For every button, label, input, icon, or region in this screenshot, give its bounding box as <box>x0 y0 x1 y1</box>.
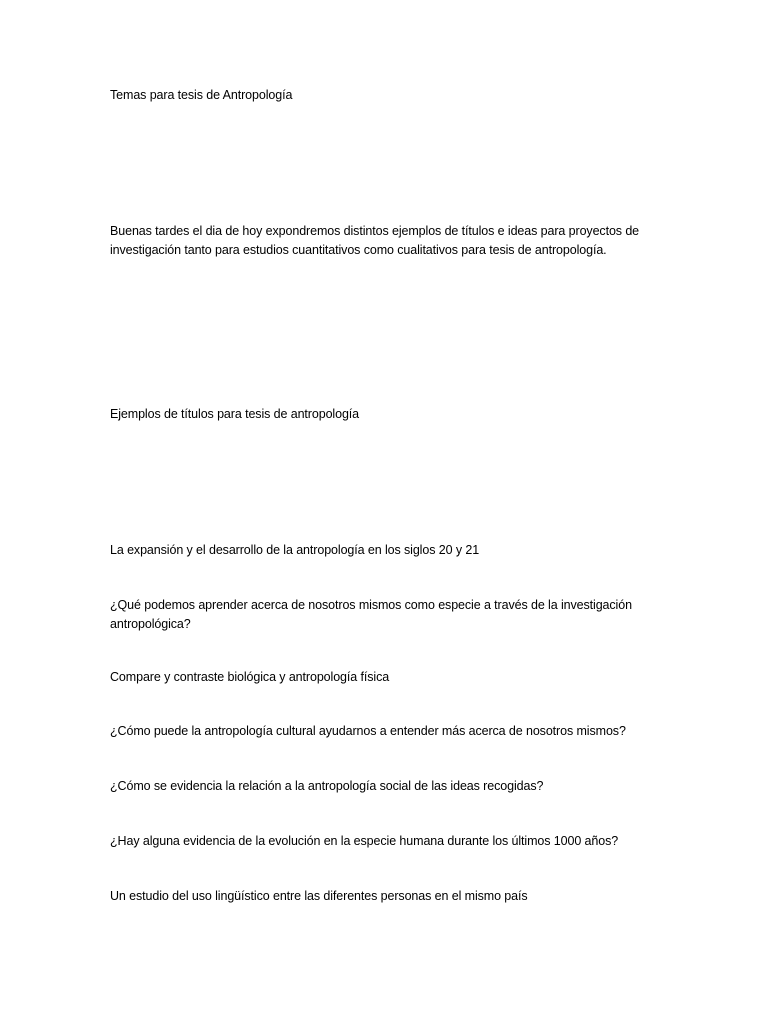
list-item: Compare y contraste biológica y antropología física <box>110 670 390 684</box>
intro-paragraph: Buenas tardes el dia de hoy expondremos distintos ejemplos de títulos e ideas para proyectos de investigación tanto para estudios cuantitativos como cualitativos para tesis de antropología. <box>110 224 640 257</box>
document-title: Temas para tesis de Antropología <box>110 88 293 102</box>
list-item: ¿Cómo puede la antropología cultural ayudarnos a entender más acerca de nosotros mismos? <box>110 724 626 738</box>
list-item: La expansión y el desarrollo de la antropología en los siglos 20 y 21 <box>110 543 480 557</box>
section-heading: Ejemplos de títulos para tesis de antropología <box>110 407 360 421</box>
list-item: Un estudio del uso lingüístico entre las diferentes personas en el mismo país <box>110 889 528 903</box>
list-item: ¿Cómo se evidencia la relación a la antropología social de las ideas recogidas? <box>110 779 544 793</box>
list-item: ¿Hay alguna evidencia de la evolución en la especie humana durante los últimos 1000 años? <box>110 834 619 848</box>
list-item: ¿Qué podemos aprender acerca de nosotros mismos como especie a través de la investigación antropológica? <box>110 598 632 631</box>
